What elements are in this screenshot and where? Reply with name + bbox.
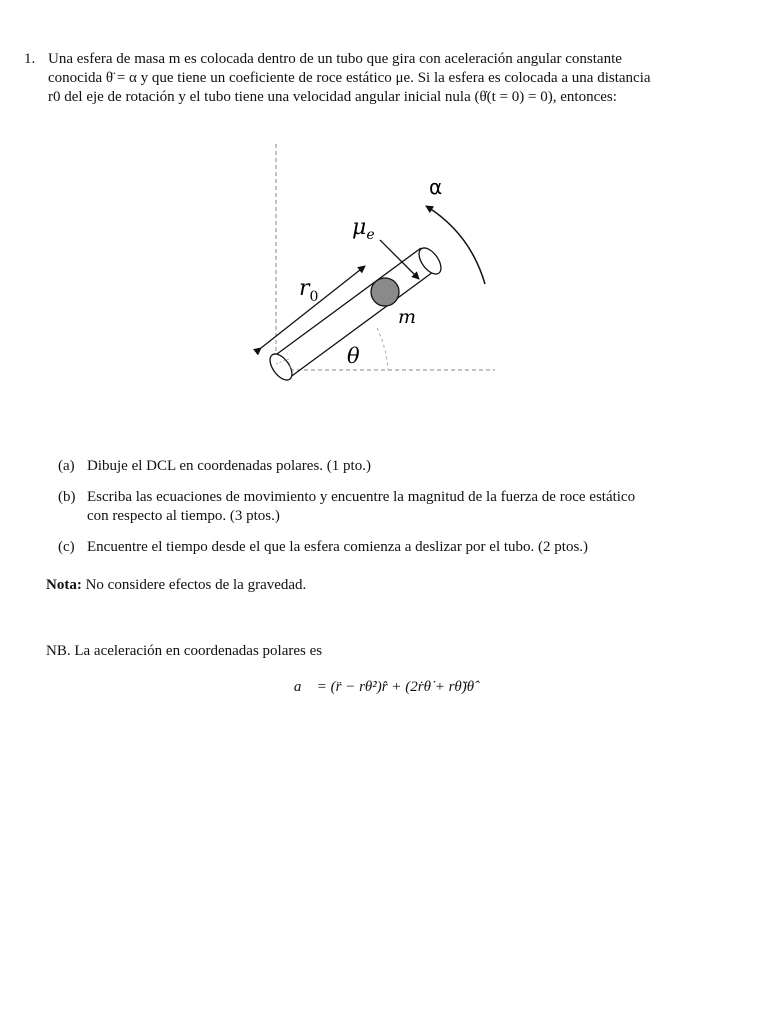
alpha-label: α (429, 175, 443, 199)
part-c-text: Encuentre el tiempo desde el que la esfera comienza a deslizar por el tubo. (2 ptos.) (87, 539, 589, 555)
tube-diagram (230, 138, 520, 403)
r0-dimension-arrow (261, 266, 365, 348)
note-text: No considere efectos de la gravedad. (85, 577, 307, 593)
tube-diagram-svg (230, 138, 520, 398)
mu-symbol: μ (352, 215, 367, 240)
part-b (58, 488, 738, 526)
mu-e-label (352, 215, 375, 243)
problem-line-1: Una esfera de masa m es colocada dentro de un tubo que gira con aceleración angular constante (48, 51, 622, 67)
polar-acceleration-formula (0, 679, 768, 696)
problem-line-3: r0 del eje de rotación y el tubo tiene una velocidad angular inicial nula (θ̇(t = 0) = 0), entonces: (48, 89, 617, 105)
r-symbol: r (299, 276, 310, 301)
formula-text: a⃗ = (r̈ − rθ̇²)r̂ + (2ṙθ̇ + rθ̈)θ̂ (293, 679, 475, 695)
theta-arc (377, 328, 388, 370)
problem-line-2: conocida θ̈ = α y que tiene un coeficiente de roce estático μe. Si la esfera es colocada a una distancia (48, 70, 651, 86)
tube-wall-top (277, 248, 421, 354)
r0-label (299, 276, 318, 305)
problem-statement (24, 50, 736, 107)
part-a-text: Dibuje el DCL en coordenadas polares. (1 pto.) (87, 458, 371, 474)
note (46, 577, 306, 594)
question-parts (58, 457, 738, 569)
problem-number: 1. (24, 51, 36, 67)
part-c-label: (c) (58, 539, 75, 555)
mass-label: m (398, 306, 417, 328)
part-b-label: (b) (58, 489, 76, 505)
part-b-text-1: Escriba las ecuaciones de movimiento y encuentre la magnitud de la fuerza de roce estático (87, 489, 636, 505)
tube-bottom-cap (266, 350, 297, 384)
note-label: Nota: (46, 577, 82, 593)
theta-label: θ (347, 344, 360, 368)
part-a-label: (a) (58, 458, 75, 474)
part-c (58, 538, 738, 557)
sphere-mass (371, 278, 399, 306)
part-a (58, 457, 738, 476)
r-subscript: 0 (309, 289, 319, 305)
mu-subscript: e (366, 227, 375, 243)
part-b-text-2: con respecto al tiempo. (3 ptos.) (87, 508, 280, 524)
nb-text: NB. La aceleración en coordenadas polares es (46, 643, 323, 659)
